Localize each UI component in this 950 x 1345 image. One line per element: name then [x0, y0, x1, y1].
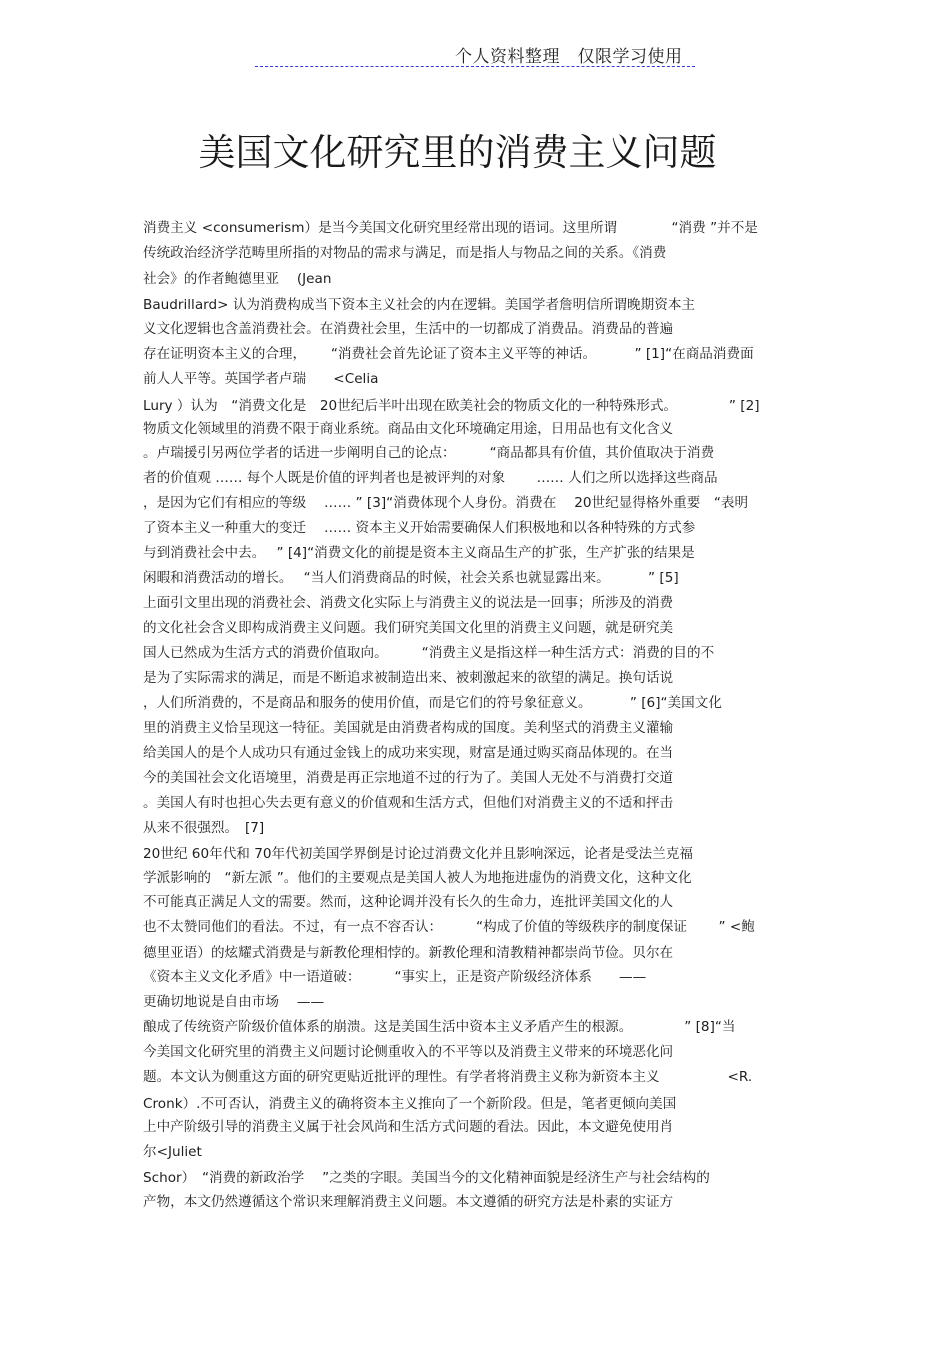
- text-line: 也不太赞同他们的看法。不过，有一点不容否认： “构成了价值的等级秩序的制度保证 ” <鲍: [143, 919, 755, 935]
- text-line: 国人已然成为生活方式的消费价值取向。 “消费主义是指这样一种生活方式：消费的目的不: [143, 645, 715, 661]
- text-line: ，人们所消费的，不是商品和服务的使用价值，而是它们的符号象征意义。 ” [6]“美国文化: [143, 695, 722, 711]
- text-line: Lury ）认为 “消费文化是 20世纪后半叶出现在欧美社会的物质文化的一种特殊形式。 ” [2]: [143, 398, 760, 414]
- text-line: 学派影响的 “新左派 ”。他们的主要观点是美国人被人为地拖进虚伪的消费文化，这种文化: [143, 870, 692, 886]
- text-line: 20世纪 60年代和 70年代初美国学界倒是讨论过消费文化并且影响深远，论者是受法兰克福: [143, 846, 693, 862]
- text-line: 。美国人有时也担心失去更有意义的价值观和生活方式，但他们对消费主义的不适和抨击: [143, 795, 674, 811]
- text-line: 尔<Juliet: [143, 1144, 202, 1160]
- text-line: 题。本文认为侧重这方面的研究更贴近批评的理性。有学者将消费主义称为新资本主义 <R.: [143, 1069, 753, 1085]
- text-line: 里的消费主义恰呈现这一特征。美国就是由消费者构成的国度。美利坚式的消费主义灌输: [143, 720, 674, 736]
- text-line: 了资本主义一种重大的变迁 …… 资本主义开始需要确保人们积极地和以各种特殊的方式参: [143, 520, 696, 536]
- text-line: 上面引文里出现的消费社会、消费文化实际上与消费主义的说法是一回事；所涉及的消费: [143, 595, 674, 611]
- text-line: 消费主义 <consumerism）是当今美国文化研究里经常出现的语词。这里所谓 “消费 ”并不是: [143, 220, 758, 236]
- text-line: ，是因为它们有相应的等级 …… ” [3]“消费体现个人身份。消费在 20世纪显得格外重要 “表明: [143, 495, 749, 511]
- text-line: 物质文化领域里的消费不限于商业系统。商品由文化环境确定用途，日用品也有文化含义: [143, 421, 674, 437]
- text-line: 今的美国社会文化语境里，消费是再正宗地道不过的行为了。美国人无处不与消费打交道: [143, 770, 674, 786]
- text-line: 不可能真正满足人文的需要。然而，这种论调并没有长久的生命力，连批评美国文化的人: [143, 894, 674, 910]
- text-line: Schor） “消费的新政治学 ”之类的字眼。美国当今的文化精神面貌是经济生产与社会结构的: [143, 1170, 710, 1186]
- text-line: 德里亚语）的炫耀式消费是与新教伦理相悖的。新教伦理和清教精神都崇尚节俭。贝尔在: [143, 945, 674, 961]
- header-note: 个人资料整理 仅限学习使用: [455, 47, 683, 67]
- text-line: 是为了实际需求的满足，而是不断追求被制造出来、被刺激起来的欲望的满足。换句话说: [143, 670, 674, 686]
- text-line: 从来不很强烈。 [7]: [143, 820, 265, 836]
- text-line: 闲暇和消费活动的增长。 “当人们消费商品的时候，社会关系也就显露出来。 ” [5]: [143, 570, 679, 586]
- text-line: 的文化社会含义即构成消费主义问题。我们研究美国文化里的消费主义问题，就是研究美: [143, 620, 674, 636]
- text-line: 传统政治经济学范畴里所指的对物品的需求与满足，而是指人与物品之间的关系。《消费: [143, 245, 667, 261]
- text-line: 与到消费社会中去。 ” [4]“消费文化的前提是资本主义商品生产的扩张，生产扩张的结果是: [143, 545, 695, 561]
- text-line: Cronk）.不可否认，消费主义的确将资本主义推向了一个新阶段。但是，笔者更倾向美国: [143, 1096, 677, 1112]
- text-line: 更确切地说是自由市场 ——: [143, 994, 325, 1010]
- text-line: 酿成了传统资产阶级价值体系的崩溃。这是美国生活中资本主义矛盾产生的根源。 ” [8]“当: [143, 1019, 736, 1035]
- text-line: 存在证明资本主义的合理， “消费社会首先论证了资本主义平等的神话。 ” [1]“在商品消费面: [143, 346, 754, 362]
- text-line: Baudrillard> 认为消费构成当下资本主义社会的内在逻辑。美国学者詹明信所谓晚期资本主: [143, 297, 696, 313]
- text-line: 。卢瑞援引另两位学者的话进一步阐明自己的论点： “商品都具有价值，其价值取决于消费: [143, 445, 715, 461]
- text-line: 上中产阶级引导的消费主义属于社会风尚和生活方式问题的看法。因此，本文避免使用肖: [143, 1119, 674, 1135]
- text-line: 《资本主义文化矛盾》中一语道破： “事实上，正是资产阶级经济体系 ——: [143, 969, 647, 985]
- text-line: 前人人平等。英国学者卢瑞 <Celia: [143, 371, 379, 387]
- text-line: 者的价值观 …… 每个人既是价值的评判者也是被评判的对象 …… 人们之所以选择这些商品: [143, 470, 718, 486]
- text-line: 产物，本文仍然遵循这个常识来理解消费主义问题。本文遵循的研究方法是朴素的实证方: [143, 1194, 674, 1210]
- text-line: 今美国文化研究里的消费主义问题讨论侧重收入的不平等以及消费主义带来的环境恶化问: [143, 1044, 674, 1060]
- text-line: 社会》的作者鲍德里亚 (Jean: [143, 271, 332, 287]
- text-line: 给美国人的是个人成功只有通过金钱上的成功来实现，财富是通过购买商品体现的。在当: [143, 745, 674, 761]
- text-line: 义文化逻辑也含盖消费社会。在消费社会里，生活中的一切都成了消费品。消费品的普遍: [143, 321, 674, 337]
- document-title: 美国文化研究里的消费主义问题: [198, 131, 717, 174]
